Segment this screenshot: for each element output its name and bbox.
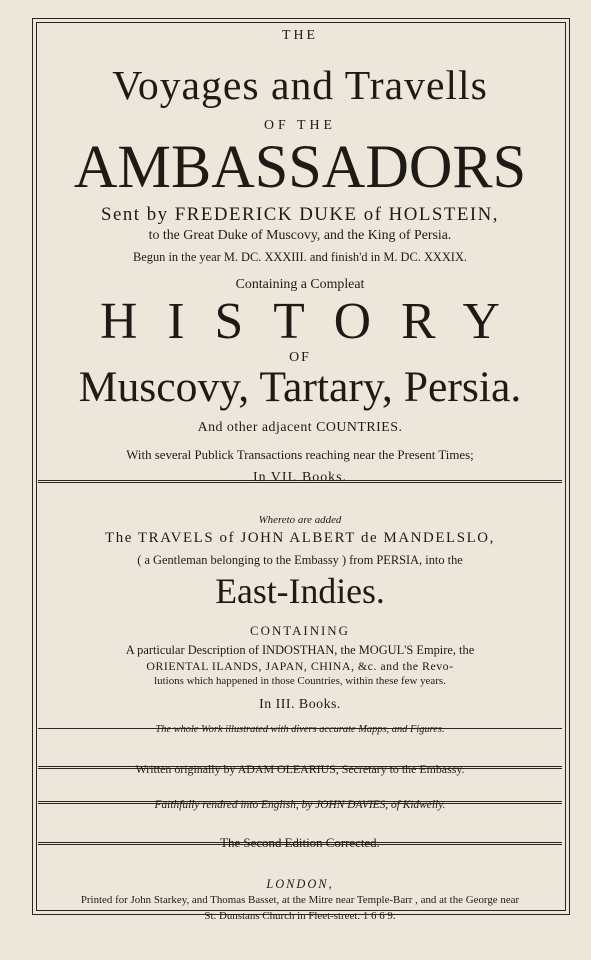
illustrated-line: The whole Work illustrated with divers accurate Mapps, and Figures. bbox=[155, 724, 445, 735]
imprint-line-1: Printed for John Starkey, and Thomas Basset, at the Mitre near Temple-Barr , and at the George near bbox=[80, 894, 520, 906]
begun-line: Begun in the year M. DC. XXXIII. and finish'd in M. DC. XXXIX. bbox=[133, 250, 467, 264]
east-indies-heading: East-Indies. bbox=[215, 571, 385, 611]
written-line: Written originally by ADAM OLEARIUS, Secretary to the Embassy. bbox=[135, 762, 465, 776]
imprint-city: LONDON, bbox=[266, 877, 334, 891]
the-heading: THE bbox=[282, 28, 318, 43]
books-three-line: In III. Books. bbox=[259, 697, 341, 712]
sent-by-line: Sent by FREDERICK DUKE of HOLSTEIN, bbox=[101, 204, 499, 225]
ambassadors-heading: AMBASSADORS bbox=[73, 133, 527, 201]
muscovy-heading: Muscovy, Tartary, Persia. bbox=[78, 363, 522, 411]
whereto-line: Whereto are added bbox=[258, 514, 342, 526]
gentleman-line: ( a Gentleman belonging to the Embassy ) from PERSIA, into the bbox=[137, 553, 463, 567]
several-line: With several Publick Transactions reaching near the Present Times; bbox=[126, 448, 474, 462]
of-the-heading: OF THE bbox=[264, 118, 336, 133]
of-line: OF bbox=[289, 350, 311, 365]
containing-heading: CONTAINING bbox=[250, 624, 350, 638]
history-heading: HISTORY bbox=[100, 293, 530, 350]
description-line-1: A particular Description of INDOSTHAN, the MOGUL'S Empire, the bbox=[125, 643, 475, 657]
voyages-heading: Voyages and Travells bbox=[112, 63, 488, 109]
travels-line: The TRAVELS of JOHN ALBERT de MANDELSLO, bbox=[105, 530, 495, 546]
description-line-2: ORIENTAL ILANDS, JAPAN, CHINA, &c. and the Revo- bbox=[146, 659, 454, 673]
to-the-line: to the Great Duke of Muscovy, and the King of Persia. bbox=[148, 228, 452, 243]
containing-line: Containing a Compleat bbox=[235, 277, 365, 292]
books-seven-line: In VII. Books. bbox=[253, 470, 347, 485]
imprint-line-2: St. Dunstans Church in Fleet-street. 1 6 6 9. bbox=[204, 910, 396, 922]
description-line-3: lutions which happened in those Countries, within these few years. bbox=[154, 675, 446, 687]
adjacent-line: And other adjacent COUNTRIES. bbox=[197, 420, 403, 435]
rendred-line: Faithfully rendred into English, by JOHN DAVIES, of Kidwelly. bbox=[154, 799, 446, 811]
edition-line: The Second Edition Corrected. bbox=[220, 836, 380, 850]
